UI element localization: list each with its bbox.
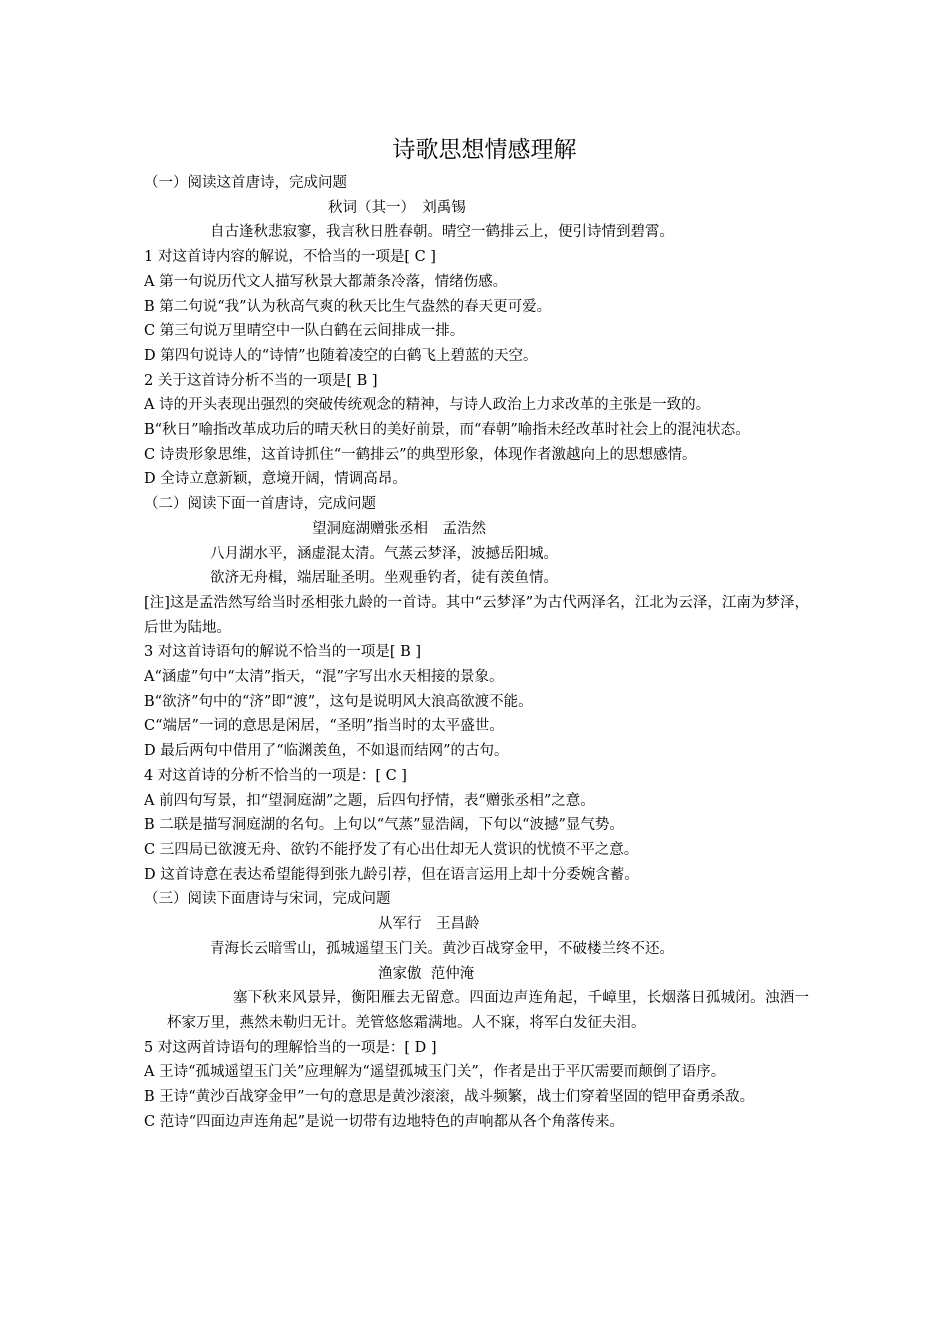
answer-option: C 三四局已欲渡无舟、欲钓不能抒发了有心出仕却无人赏识的忧愤不平之意。 <box>144 841 639 858</box>
paragraph: A 王诗“孤城遥望玉门关”应理解为“遥望孤城玉门关”，作者是出于平仄需要而颠倒了语序。 <box>144 1064 726 1081</box>
answer-option: D 全诗立意新颖，意境开阔，情调高昂。 <box>144 471 407 488</box>
poem-line: 青海长云暗雪山，孤城遥望玉门关。黄沙百战穿金甲，不破楼兰终不还。 <box>210 940 674 957</box>
answer-option: B“欲济”句中的“济”即“渡”，这句是说明风大浪高欲渡不能。 <box>144 693 533 710</box>
answer-option: C 范诗“四面边声连角起”是说一切带有边地特色的声响都从各个角落传来。 <box>144 1113 625 1130</box>
question: 5 对这两首诗语句的理解恰当的一项是：[ D ] <box>144 1039 437 1056</box>
poem-line: 八月湖水平，涵虚混太清。气蒸云梦泽，波撼岳阳城。 <box>210 545 558 562</box>
document-page <box>144 133 809 1134</box>
poem-title: 秋词（其一） 刘禹锡 <box>328 199 466 216</box>
answer-option: C“端居”一词的意思是闲居，“圣明”指当时的太平盛世。 <box>144 718 504 735</box>
poem-line: 自古逢秋悲寂寥，我言秋日胜春朝。晴空一鹤排云上，便引诗情到碧霄。 <box>210 224 674 241</box>
poem-title: 望洞庭湖赠张丞相 孟浩然 <box>312 520 486 537</box>
question: 4 对这首诗的分析不恰当的一项是：[ C ] <box>144 767 407 784</box>
answer-option: A 诗的开头表现出强烈的突破传统观念的精神，与诗人政治上力求改革的主张是一致的。 <box>144 397 711 414</box>
section-heading: （三）阅读下面唐诗与宋词，完成问题 <box>144 891 391 908</box>
answer-option: D 最后两句中借用了“临渊羡鱼，不如退而结网”的古句。 <box>144 743 509 760</box>
answer-option: C 第三句说万里晴空中一队白鹤在云间排成一排。 <box>144 323 465 340</box>
answer-option: A 第一句说历代文人描写秋景大都萧条冷落，情绪伤感。 <box>144 273 508 290</box>
poem-line: 欲济无舟楫，端居耻圣明。坐观垂钓者，徒有羡鱼情。 <box>210 570 558 587</box>
question: 3 对这首诗语句的解说不恰当的一项是[ B ] <box>144 644 422 661</box>
answer-option: D 第四句说诗人的“诗情”也随着凌空的白鹤飞上碧蓝的天空。 <box>144 347 538 364</box>
question: 2 关于这首诗分析不当的一项是[ B ] <box>144 372 378 389</box>
poem-text: 塞下秋来风景异，衡阳雁去无留意。四面边声连角起，千嶂里，长烟落日孤城闭。浊酒一杯家万里，燕然未勒归无计。羌管悠悠霜满地。人不寐，将军白发征夫泪。 <box>167 990 809 1031</box>
poem-title: 从军行 王昌龄 <box>378 916 480 933</box>
document-body <box>144 171 809 1134</box>
answer-option: D 这首诗意在表达希望能得到张九龄引荐，但在语言运用上却十分委婉含蓄。 <box>144 866 639 883</box>
answer-option: C 诗贵形象思维，这首诗抓住“一鹤排云”的典型形象，体现作者激越向上的思想感情。 <box>144 446 697 463</box>
paragraph: B“秋日”喻指改革成功后的晴天秋日的美好前景，而“春朝”喻指未经改革时社会上的混沌状态。 <box>144 422 750 439</box>
paragraph: B 王诗“黄沙百战穿金甲”一句的意思是黄沙滚滚，战斗频繁，战士们穿着坚固的铠甲奋勇杀敌。 <box>144 1089 755 1106</box>
answer-option: B 第二句说“我”认为秋高气爽的秋天比生气盎然的春天更可爱。 <box>144 298 552 315</box>
answer-option: B 二联是描写洞庭湖的名句。上句以“气蒸”显浩阔，下句以“波撼”显气势。 <box>144 817 624 834</box>
question: 1 对这首诗内容的解说，不恰当的一项是[ C ] <box>144 249 436 266</box>
document-title: 诗歌思想情感理解 <box>392 137 577 163</box>
poem-title: 渔家傲 范仲淹 <box>378 965 475 982</box>
answer-option: A 前四句写景，扣“望洞庭湖”之题，后四句抒情，表“赠张丞相”之意。 <box>144 792 595 809</box>
answer-option: A“涵虚”句中“太清”指天，“混”字写出水天相接的景象。 <box>144 669 504 686</box>
paragraph: [注]这是孟浩然写给当时丞相张九龄的一首诗。其中“云梦泽”为古代两泽名，江北为云泽，江南为梦泽，后世为陆地。 <box>144 594 809 636</box>
section-heading: （一）阅读这首唐诗，完成问题 <box>144 175 347 191</box>
section-heading: （二）阅读下面一首唐诗，完成问题 <box>144 496 376 513</box>
